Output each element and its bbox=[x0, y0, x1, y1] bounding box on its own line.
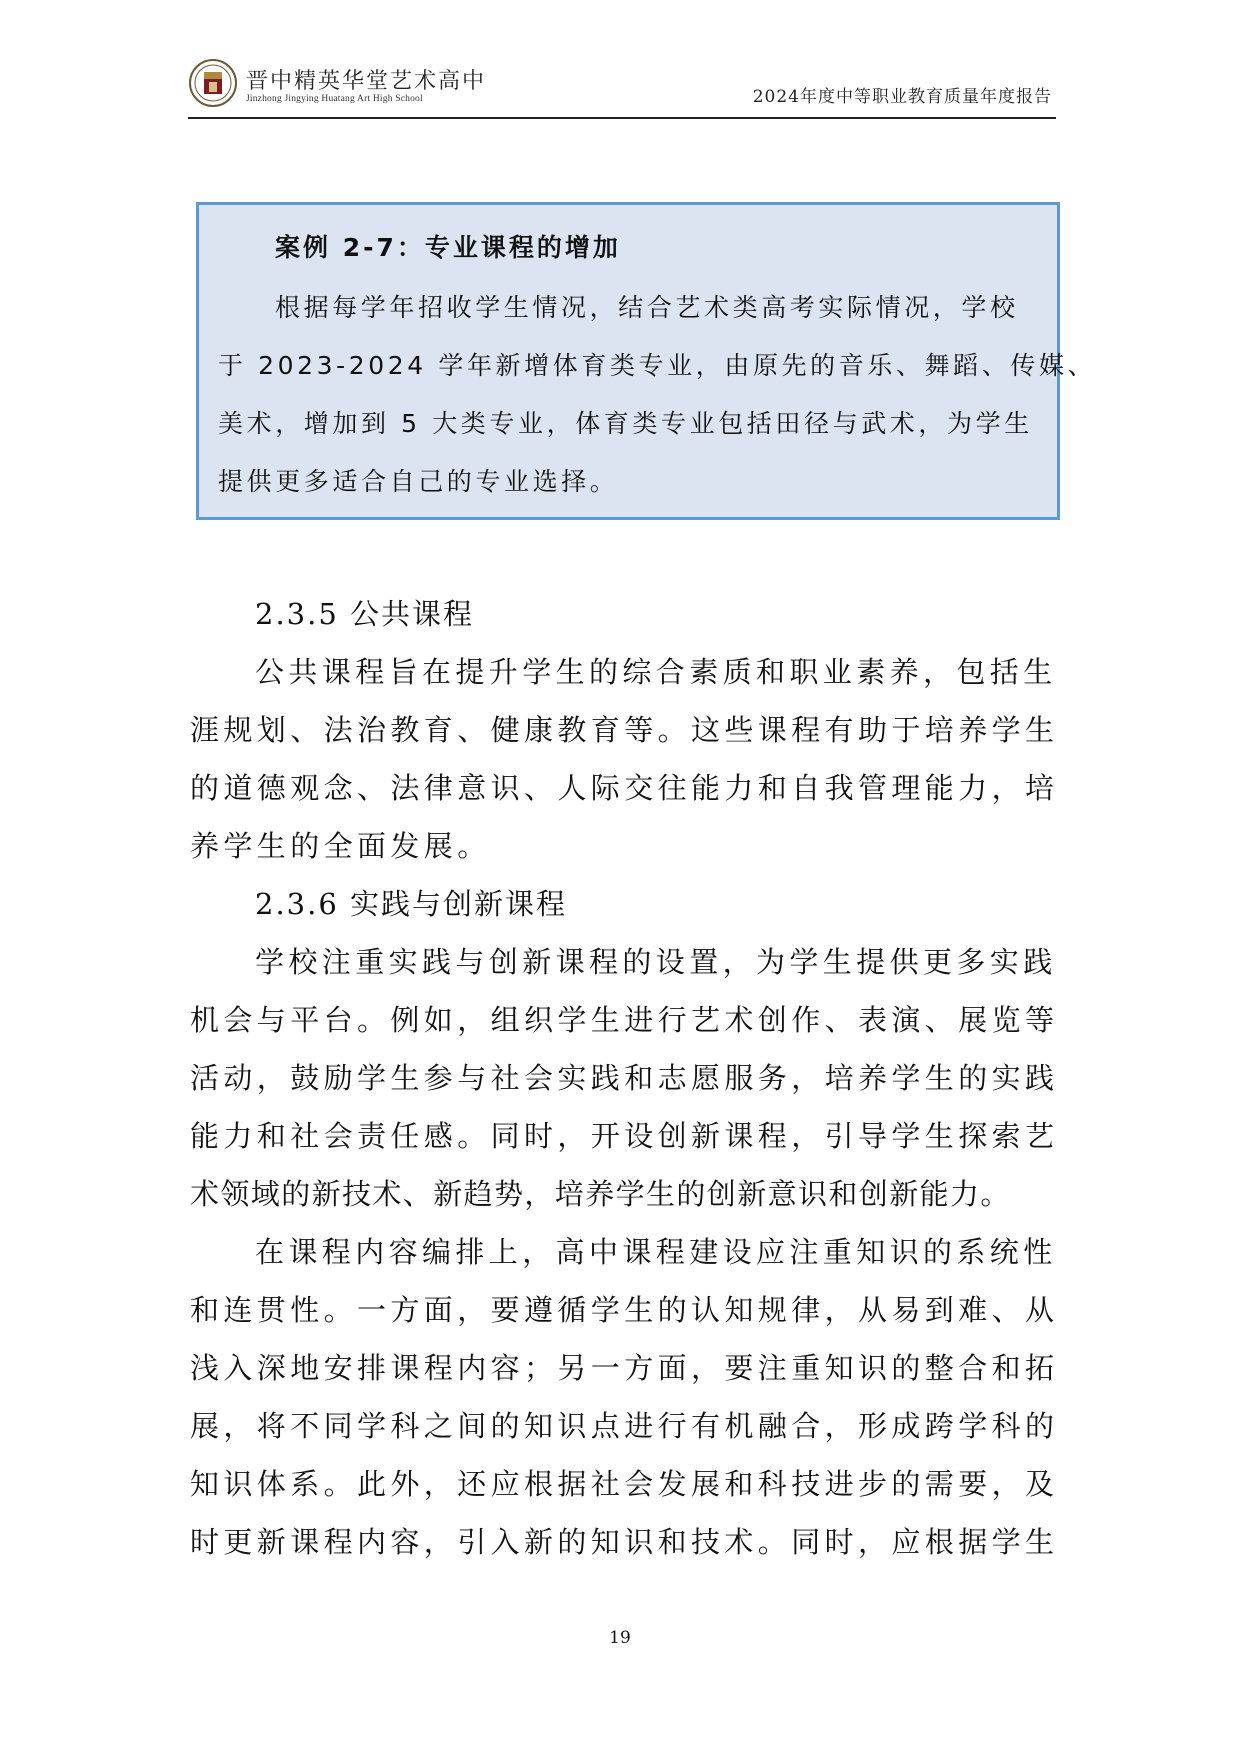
body-paragraph-line: 机会与平台。例如，组织学生进行艺术创作、表演、展览等 bbox=[190, 1003, 1059, 1037]
body-paragraph-line: 在课程内容编排上，高中课程建设应注重知识的系统性 bbox=[255, 1235, 1057, 1269]
case-study-line: 美术，增加到 5 大类专业，体育类专业包括田径与武术，为学生 bbox=[218, 409, 1033, 438]
case-study-line: 根据每学年招收学生情况，结合艺术类高考实际情况，学校 bbox=[275, 293, 1019, 322]
case-study-title: 案例 2-7：专业课程的增加 bbox=[275, 233, 621, 262]
body-paragraph-line: 时更新课程内容，引入新的知识和技术。同时，应根据学生 bbox=[190, 1525, 1059, 1559]
page-header bbox=[188, 56, 1056, 118]
section-heading: 2.3.5 公共课程 bbox=[255, 597, 475, 631]
body-paragraph-line: 的道德观念、法律意识、人际交往能力和自我管理能力，培 bbox=[190, 771, 1059, 805]
body-paragraph-line: 浅入深地安排课程内容；另一方面，要注重知识的整合和拓 bbox=[190, 1351, 1059, 1385]
body-paragraph-line: 知识体系。此外，还应根据社会发展和科技进步的需要，及 bbox=[190, 1467, 1059, 1501]
body-paragraph-line: 能力和社会责任感。同时，开设创新课程，引导学生探索艺 bbox=[190, 1119, 1059, 1153]
case-study-line: 于 2023-2024 学年新增体育类专业，由原先的音乐、舞蹈、传媒、 bbox=[218, 351, 1097, 380]
section-heading: 2.3.6 实践与创新课程 bbox=[255, 887, 568, 921]
header-divider bbox=[188, 117, 1056, 119]
report-title: 2024年度中等职业教育质量年度报告 bbox=[752, 87, 1052, 107]
page-number: 19 bbox=[609, 1628, 631, 1648]
school-emblem-icon bbox=[188, 58, 238, 108]
school-name-cn: 晋中精英华堂艺术高中 bbox=[246, 69, 487, 94]
body-paragraph-line: 术领域的新技术、新趋势，培养学生的创新意识和创新能力。 bbox=[190, 1177, 1011, 1211]
body-paragraph-line: 养学生的全面发展。 bbox=[190, 829, 491, 863]
body-paragraph-line: 涯规划、法治教育、健康教育等。这些课程有助于培养学生 bbox=[190, 713, 1059, 747]
body-paragraph-line: 学校注重实践与创新课程的设置，为学生提供更多实践 bbox=[255, 945, 1057, 979]
body-paragraph-line: 展，将不同学科之间的知识点进行有机融合，形成跨学科的 bbox=[190, 1409, 1059, 1443]
school-name-en: Jinzhong Jingying Huatang Art High School bbox=[246, 94, 423, 104]
body-paragraph-line: 和连贯性。一方面，要遵循学生的认知规律，从易到难、从 bbox=[190, 1293, 1059, 1327]
body-paragraph-line: 活动，鼓励学生参与社会实践和志愿服务，培养学生的实践 bbox=[190, 1061, 1059, 1095]
body-paragraph-line: 公共课程旨在提升学生的综合素质和职业素养，包括生 bbox=[255, 655, 1057, 689]
case-study-line: 提供更多适合自己的专业选择。 bbox=[218, 467, 619, 496]
